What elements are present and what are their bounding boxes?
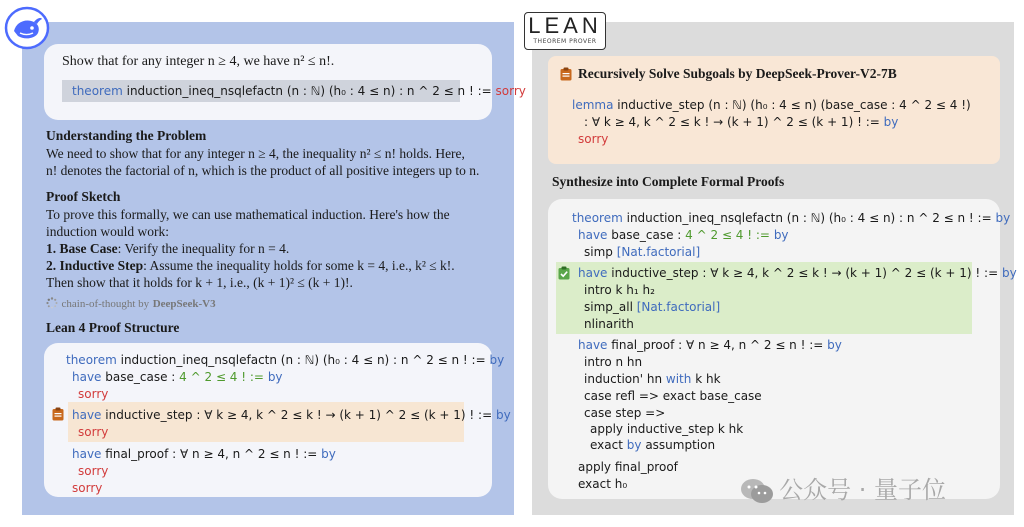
kw-lemma: lemma (572, 98, 614, 112)
kw-by: by (321, 447, 336, 461)
lemma-line-1 (572, 97, 971, 114)
kw-by: by (1001, 266, 1017, 280)
understanding-line-1: We need to show that for any integer n ≥ 4, the inequality n² ≤ n! holds. Here, (46, 146, 465, 161)
proof-line-15: apply final_proof (578, 460, 678, 474)
kw-by: by (827, 338, 842, 352)
struct-sorry-1: sorry (78, 387, 109, 401)
proof-line-16: exact h₀ (578, 477, 628, 491)
proof-line-11: case refl => exact base_case (584, 389, 762, 403)
inductive-line (46, 257, 455, 274)
problem-theorem-text (72, 83, 526, 100)
struct-l2-text: base_case : (105, 370, 176, 384)
watermark (740, 470, 946, 508)
kw-by: by (773, 228, 789, 242)
proof-l14: exact (590, 438, 623, 452)
proof-l4: inductive_step : ∀ k ≥ 4, k ^ 2 ≤ k ! → (k + 1) ^ 2 ≤ (k + 1) ! := (611, 266, 999, 280)
understanding-line-2: n! denotes the factorial of n, which is the product of all positive integers up to n. (46, 163, 480, 178)
cot-line (46, 297, 216, 312)
sketch-heading: Proof Sketch (46, 189, 121, 204)
sketch-line-1: To prove this formally, we can use mathematical induction. Here's how the (46, 207, 450, 222)
proof-line-1 (572, 210, 1010, 227)
struct-sorry-3: sorry (78, 464, 109, 478)
lemma-l2: : ∀ k ≥ 4, k ^ 2 ≤ k ! → (k + 1) ^ 2 ≤ (k + 1) ! := (584, 115, 880, 129)
problem-statement: Show that for any integer n ≥ 4, we have n² ≤ n!. (62, 54, 335, 69)
proof-line-7: nlinarith (584, 317, 634, 331)
kw-by: by (883, 115, 899, 129)
kw-have: have (578, 338, 608, 352)
theorem-sorry: sorry (495, 84, 526, 98)
subgoal-heading: Recursively Solve Subgoals by DeepSeek-Prover-V2-7B (578, 66, 897, 81)
lemma-line-2 (584, 114, 898, 131)
proof-line-10 (584, 371, 721, 388)
struct-sorry-2: sorry (78, 425, 109, 439)
struct-l6-text: final_proof : ∀ n ≥ 4, n ^ 2 ≤ n ! := (105, 447, 318, 461)
clipboard-icon (560, 66, 572, 85)
kw-have: have (72, 408, 102, 422)
kw-by: by (267, 370, 283, 384)
clipboard-icon (52, 406, 64, 425)
struct-line-6 (72, 446, 336, 463)
struct-l1-text: induction_ineq_nsqlefactn (n : ℕ) (h₀ : 4 ≤ n) : n ^ 2 ≤ n ! := (120, 353, 486, 367)
struct-l4-text: inductive_step : ∀ k ≥ 4, k ^ 2 ≤ k ! → (k + 1) ^ 2 ≤ (k + 1) ! := (105, 408, 493, 422)
proof-line-2 (578, 227, 789, 244)
structure-heading: Lean 4 Proof Structure (46, 320, 180, 335)
theorem-keyword: theorem (72, 84, 123, 98)
proof-l6-arg: [Nat.factorial] (636, 300, 721, 314)
proof-line-3 (584, 244, 700, 261)
kw-have: have (578, 228, 608, 242)
proof-l10: induction' hn (584, 372, 663, 386)
kw-have: have (578, 266, 608, 280)
synth-heading: Synthesize into Complete Formal Proofs (552, 174, 785, 189)
cot-model: DeepSeek-V3 (152, 298, 216, 310)
proof-l10-b: k hk (695, 372, 721, 386)
proof-line-9: intro n hn (584, 355, 643, 369)
watermark-text: 公众号 · 量子位 (779, 476, 946, 504)
lemma-sorry: sorry (578, 132, 609, 146)
kw-by: by (495, 408, 511, 422)
understanding-heading: Understanding the Problem (46, 128, 207, 143)
proof-l3-arg: [Nat.factorial] (616, 245, 701, 259)
proof-l14-b: assumption (645, 438, 716, 452)
kw-by: by (995, 211, 1011, 225)
wechat-icon (740, 478, 774, 508)
proof-l14-by: by (626, 438, 642, 452)
proof-line-5: intro k h₁ h₂ (584, 283, 655, 297)
proof-l2-expr: 4 ^ 2 ≤ 4 ! := (685, 228, 770, 242)
spinner-icon (46, 297, 58, 312)
theorem-args: (n : ℕ) (h₀ : 4 ≤ n) : n ^ 2 ≤ n ! := (286, 84, 492, 98)
kw-by: by (489, 353, 505, 367)
inductive-text: : Assume the inequality holds for some k = 4, i.e., k² ≤ k!. (143, 258, 455, 273)
base-case-line (46, 240, 289, 257)
sketch-line-2: induction would work: (46, 224, 169, 239)
check-clipboard-icon (558, 265, 570, 284)
proof-l2: base_case : (611, 228, 682, 242)
proof-line-4 (578, 265, 1017, 282)
lean-logo-text: LEAN (528, 13, 602, 38)
cot-prefix: chain-of-thought by (61, 298, 150, 310)
kw-theorem: theorem (66, 353, 117, 367)
struct-sorry-4: sorry (72, 481, 103, 495)
proof-l10-with: with (665, 372, 692, 386)
base-case-label: 1. Base Case (46, 241, 118, 256)
proof-line-8 (578, 337, 842, 354)
lean-logo (524, 12, 606, 50)
inductive-cont: Then show that it holds for k + 1, i.e., (k + 1)² ≤ (k + 1)!. (46, 275, 353, 290)
struct-line-1 (66, 352, 504, 369)
kw-theorem: theorem (572, 211, 623, 225)
kw-have: have (72, 370, 102, 384)
proof-l3: simp (584, 245, 613, 259)
kw-have: have (72, 447, 102, 461)
base-case-text: : Verify the inequality for n = 4. (117, 241, 290, 256)
lean-logo-sub: THEOREM PROVER (533, 38, 597, 45)
proof-line-13: apply inductive_step k hk (590, 422, 744, 436)
theorem-name: induction_ineq_nsqlefactn (126, 84, 283, 98)
inductive-label: 2. Inductive Step (46, 258, 144, 273)
proof-l1: induction_ineq_nsqlefactn (n : ℕ) (h₀ : 4 ≤ n) : n ^ 2 ≤ n ! := (626, 211, 992, 225)
lemma-l1: inductive_step (n : ℕ) (h₀ : 4 ≤ n) (base_case : 4 ^ 2 ≤ 4 !) (617, 98, 971, 112)
struct-line-2 (72, 369, 283, 386)
proof-l8: final_proof : ∀ n ≥ 4, n ^ 2 ≤ n ! := (611, 338, 824, 352)
proof-line-6 (584, 299, 720, 316)
proof-line-12: case step => (584, 406, 666, 420)
struct-l2-expr: 4 ^ 2 ≤ 4 ! := (179, 370, 264, 384)
proof-l6: simp_all (584, 300, 633, 314)
deepseek-whale-icon (4, 6, 50, 50)
struct-line-4 (72, 407, 511, 424)
proof-line-14 (590, 437, 715, 454)
